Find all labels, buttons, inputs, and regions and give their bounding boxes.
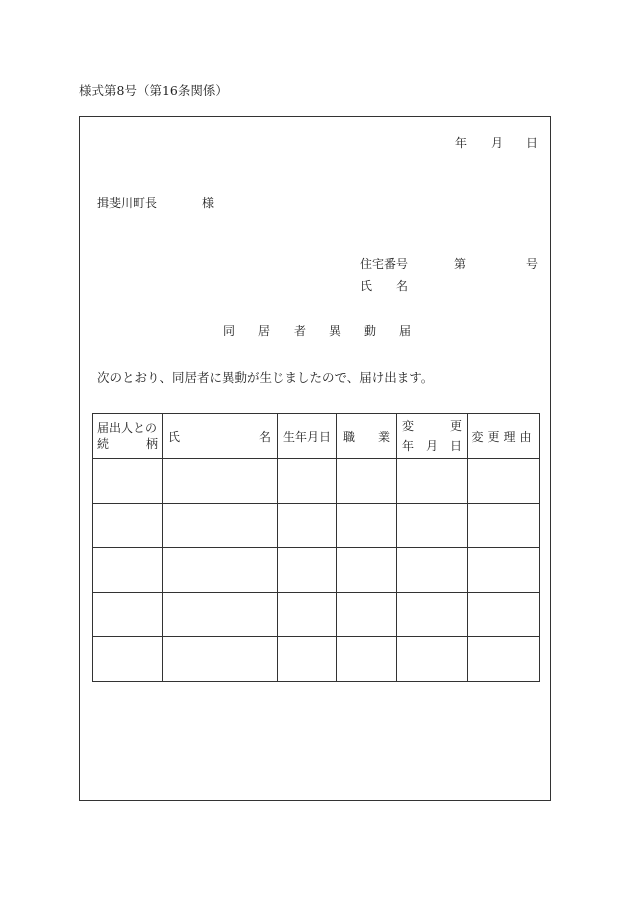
table-row [93, 548, 540, 593]
cell-change-date[interactable] [397, 503, 468, 548]
cell-name[interactable] [163, 548, 278, 593]
table-row [93, 503, 540, 548]
header-change-reason: 変更理由 [468, 414, 540, 459]
name-label-2: 名 [396, 279, 409, 293]
cell-relation[interactable] [93, 459, 163, 504]
name-label-1: 氏 [360, 279, 373, 293]
cell-occupation[interactable] [337, 459, 397, 504]
title-char: 居 [258, 324, 271, 338]
form-number: 様式第8号（第16条関係） [79, 83, 228, 98]
title-char: 者 [294, 324, 307, 338]
body-text: 次のとおり、同居者に異動が生じましたので、届け出ます。 [97, 370, 434, 385]
housing-number-prefix: 第 [454, 257, 467, 271]
cell-birthdate[interactable] [278, 637, 337, 682]
cell-change-date[interactable] [397, 637, 468, 682]
form-frame [79, 116, 551, 801]
addressee-honorific: 様 [202, 196, 215, 210]
housing-number-label: 住宅番号 [360, 257, 409, 271]
addressee-name: 揖斐川町長 [97, 196, 158, 210]
date-year-label: 年 [455, 136, 468, 150]
cell-change-date[interactable] [397, 592, 468, 637]
cell-relation[interactable] [93, 592, 163, 637]
header-change-date: 変 更 年 月 日 [397, 414, 468, 459]
date-month-label: 月 [491, 136, 504, 150]
cell-name[interactable] [163, 459, 278, 504]
cell-birthdate[interactable] [278, 503, 337, 548]
cell-birthdate[interactable] [278, 592, 337, 637]
date-line [80, 134, 552, 150]
cell-birthdate[interactable] [278, 459, 337, 504]
title-char: 異 [329, 324, 342, 338]
cell-change-reason[interactable] [468, 637, 540, 682]
cell-name[interactable] [163, 637, 278, 682]
cell-relation[interactable] [93, 503, 163, 548]
cohabitant-table [92, 413, 540, 682]
table-row [93, 592, 540, 637]
cell-relation[interactable] [93, 637, 163, 682]
cell-name[interactable] [163, 503, 278, 548]
housing-number-suffix: 号 [526, 257, 539, 271]
title-char: 届 [399, 324, 412, 338]
table-row [93, 459, 540, 504]
cell-change-reason[interactable] [468, 503, 540, 548]
cell-name[interactable] [163, 592, 278, 637]
header-name: 氏 名 [163, 414, 278, 459]
title-char: 同 [223, 324, 236, 338]
cell-occupation[interactable] [337, 503, 397, 548]
cell-occupation[interactable] [337, 637, 397, 682]
document-title [80, 322, 552, 340]
cell-change-date[interactable] [397, 459, 468, 504]
title-char: 動 [364, 324, 377, 338]
cell-relation[interactable] [93, 548, 163, 593]
cell-birthdate[interactable] [278, 548, 337, 593]
cell-occupation[interactable] [337, 548, 397, 593]
date-day-label: 日 [526, 136, 539, 150]
cell-change-reason[interactable] [468, 592, 540, 637]
table-row [93, 637, 540, 682]
header-birthdate: 生年月日 [278, 414, 337, 459]
header-relation: 届出人との 続 柄 [93, 414, 163, 459]
header-occupation: 職 業 [337, 414, 397, 459]
cell-change-reason[interactable] [468, 459, 540, 504]
cell-change-reason[interactable] [468, 548, 540, 593]
applicant-name-label [80, 277, 552, 293]
table-header-row [93, 414, 540, 459]
cell-change-date[interactable] [397, 548, 468, 593]
cell-occupation[interactable] [337, 592, 397, 637]
